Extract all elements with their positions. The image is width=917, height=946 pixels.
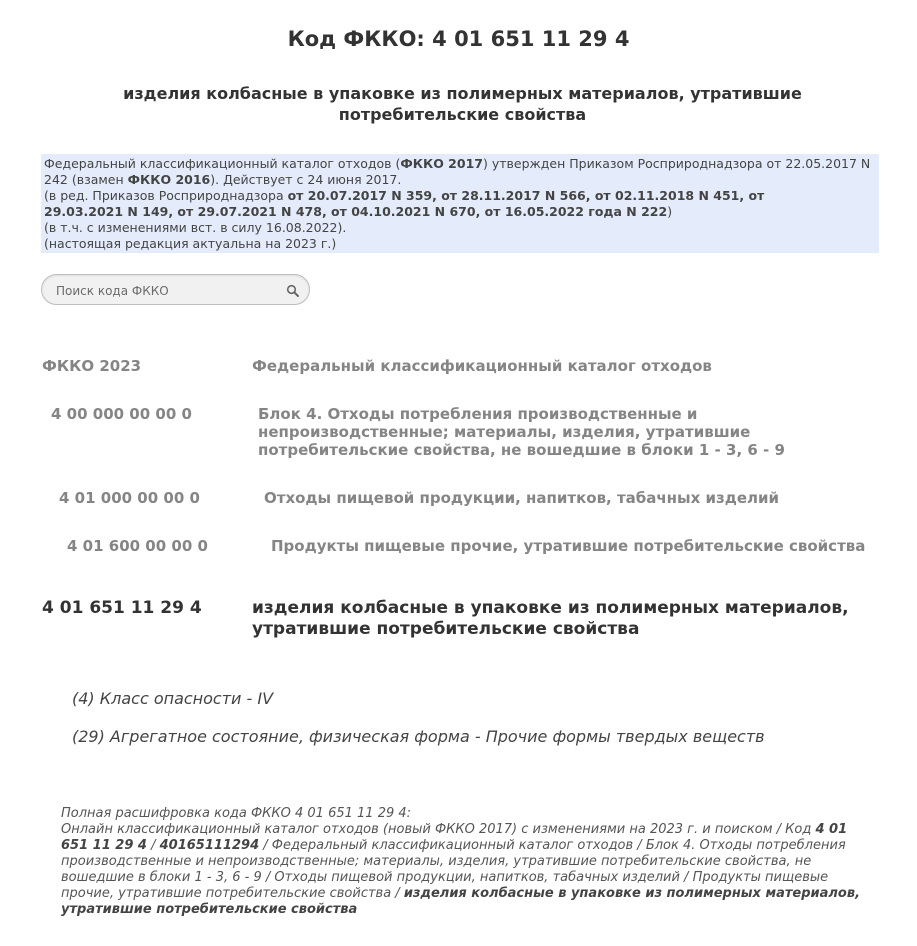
info-line-amendments: (в ред. Приказов Росприроднадзора от 20.07.2017 N 359, от 28.11.2017 N 566, от 02.11.2018 N 451, от [44, 188, 765, 203]
page-title: Код ФККО: 4 01 651 11 29 4 [287, 27, 630, 51]
aggregate-state: (29) Агрегатное состояние, физическая форма - Прочие формы твердых веществ [72, 727, 765, 746]
main-waste-code: 4 01 651 11 29 4 [42, 598, 202, 618]
search-input[interactable] [54, 281, 278, 301]
info-line-edition: (настоящая редакция актуальна на 2023 г.) [44, 236, 337, 251]
search-icon[interactable] [286, 283, 300, 297]
hierarchy-name[interactable]: Продукты пищевые прочие, утратившие потребительские свойства [271, 537, 866, 555]
catalog-info-box [41, 154, 879, 253]
catalog-name-link[interactable]: Федеральный классификационный каталог отходов [252, 357, 712, 375]
hierarchy-code[interactable]: 4 00 000 00 00 0 [51, 405, 192, 423]
info-line-approval: Федеральный классификационный каталог отходов (ФККО 2017) утвержден Приказом Росприроднадзора от 22.05.2017 N 242 (взамен ФККО 2016). Действует с 24 июня 2017. [44, 156, 871, 187]
footer-path: Онлайн классификационный каталог отходов (новый ФККО 2017) с изменениями на 2023 г. и поиском / Код 4 01 651 11 29 4 / 40165111294 / Федеральный классификационный каталог отходов / Блок 4. Отходы потребления производственные и непроизводственные; материалы, изделия, утратившие потребительские свойства, не вошедшие в блоки 1 - 3, 6 - 9 / Отходы пищевой продукции, напитков, табачных изделий / Продукты пищевые прочие, утратившие потребительские свойства / изделия колбасные в упаковке из полимерных материалов, утратившие потребительские свойства [61, 822, 861, 917]
hierarchy-code[interactable]: 4 01 600 00 00 0 [67, 537, 208, 555]
waste-name-subtitle: изделия колбасные в упаковке из полимерных материалов, утратившие потребительские свойства [123, 84, 802, 124]
footer-heading: Полная расшифровка кода ФККО 4 01 651 11 29 4: [61, 806, 412, 821]
info-line-changes: (в т.ч. с изменениями вст. в силу 16.08.2022). [44, 220, 347, 235]
hierarchy-name[interactable]: Отходы пищевой продукции, напитков, табачных изделий [264, 489, 780, 507]
hierarchy-name[interactable]: Блок 4. Отходы потребления производственные и непроизводственные; материалы, изделия, утратившие потребительские свойства, не вошедшие в блоки 1 - 3, 6 - 9 [258, 405, 785, 459]
info-line-amendments-cont: 29.03.2021 N 149, от 29.07.2021 N 478, от 04.10.2021 N 670, от 16.05.2022 года N 222) [44, 204, 673, 219]
hierarchy-code[interactable]: 4 01 000 00 00 0 [59, 489, 200, 507]
hazard-class: (4) Класс опасности - IV [72, 689, 274, 708]
catalog-version-label: ФККО 2023 [42, 357, 142, 375]
search-box [41, 274, 310, 305]
full-code-breakdown [61, 806, 861, 918]
main-waste-name: изделия колбасные в упаковке из полимерных материалов, утратившие потребительские свойства [252, 598, 849, 639]
